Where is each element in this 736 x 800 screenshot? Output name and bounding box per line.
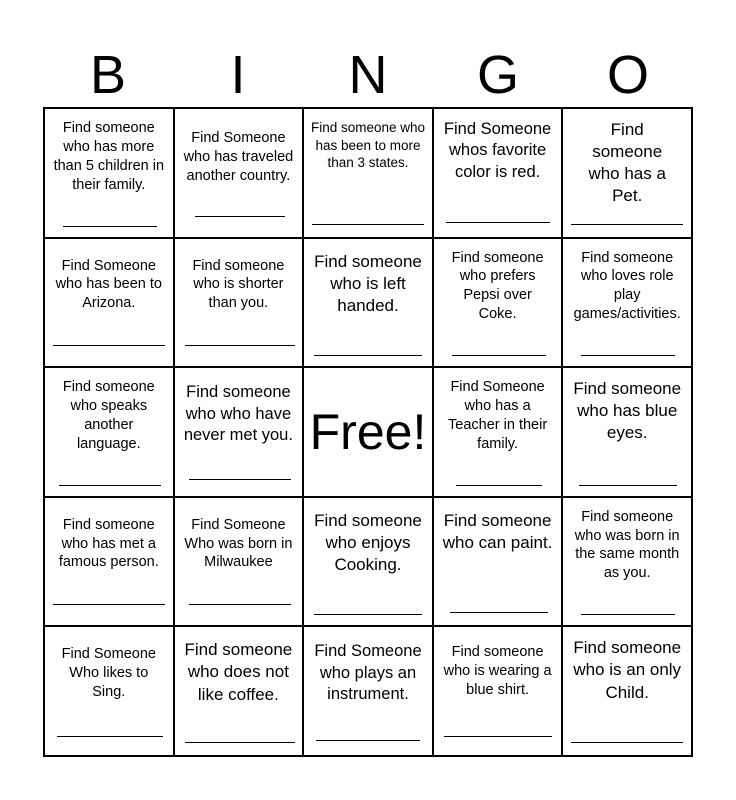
- cell-prompt: Find someone who has been to more than 3 states.: [310, 120, 426, 171]
- signature-line: [579, 485, 677, 486]
- bingo-cell[interactable]: [304, 498, 434, 628]
- header-letter-n: N: [348, 45, 388, 105]
- bingo-cell[interactable]: [434, 109, 564, 239]
- header-letter-b: B: [89, 45, 127, 105]
- signature-line: [444, 736, 552, 737]
- cell-prompt: Find Someone who has been to Arizona.: [55, 257, 162, 312]
- signature-line: [316, 740, 420, 741]
- signature-line: [185, 345, 295, 346]
- signature-line: [312, 224, 424, 225]
- signature-line: [189, 604, 291, 605]
- signature-line: [314, 355, 422, 356]
- cell-prompt: Find Someone Who likes to Sing.: [61, 646, 156, 701]
- bingo-cell[interactable]: [45, 239, 175, 369]
- cell-prompt: Find someone who loves role play games/activities.: [573, 249, 681, 323]
- bingo-cell[interactable]: [434, 368, 564, 498]
- cell-prompt: Find someone who speaks another language.: [62, 379, 155, 452]
- bingo-cell[interactable]: [45, 498, 175, 628]
- cell-prompt: Find someone who can paint.: [442, 510, 553, 552]
- cell-prompt: Find someone who is an only Child.: [573, 638, 682, 702]
- cell-prompt: Find someone who enjoys Cooking.: [314, 510, 422, 574]
- bingo-cell[interactable]: [434, 239, 564, 369]
- bingo-cell[interactable]: [45, 627, 175, 757]
- signature-line: [581, 355, 675, 356]
- cell-prompt: Find Someone Who was born in Milwaukee: [184, 516, 293, 571]
- cell-prompt: Find Someone who has a Teacher in their family.: [448, 379, 548, 452]
- bingo-cell[interactable]: [45, 368, 175, 498]
- bingo-grid: [43, 107, 693, 757]
- signature-line: [314, 614, 422, 615]
- signature-line: [450, 612, 548, 613]
- header-letter-i: I: [230, 45, 246, 105]
- bingo-cell[interactable]: [175, 239, 305, 369]
- signature-line: [57, 736, 163, 737]
- free-space[interactable]: [304, 368, 434, 498]
- cell-prompt: Find someone who is wearing a blue shirt.: [443, 644, 552, 699]
- cell-prompt: Find someone who prefers Pepsi over Coke.: [451, 249, 544, 323]
- bingo-cell[interactable]: [563, 109, 693, 239]
- signature-line: [571, 224, 683, 225]
- signature-line: [446, 222, 550, 223]
- bingo-cell[interactable]: [304, 109, 434, 239]
- bingo-cell[interactable]: [304, 627, 434, 757]
- cell-prompt: Find someone who has more than 5 children in their family.: [53, 120, 165, 193]
- bingo-cell[interactable]: [563, 498, 693, 628]
- cell-prompt: Find someone who has blue eyes.: [573, 379, 682, 443]
- signature-line: [185, 742, 295, 743]
- bingo-cell[interactable]: [563, 368, 693, 498]
- signature-line: [195, 216, 285, 217]
- signature-line: [456, 485, 542, 486]
- bingo-cell[interactable]: [563, 239, 693, 369]
- signature-line: [53, 604, 165, 605]
- bingo-cell[interactable]: [434, 498, 564, 628]
- bingo-cell[interactable]: [304, 239, 434, 369]
- cell-prompt: Find someone who has met a famous person.: [58, 516, 159, 571]
- bingo-cell[interactable]: [563, 627, 693, 757]
- bingo-cell[interactable]: [434, 627, 564, 757]
- bingo-cell[interactable]: [45, 109, 175, 239]
- cell-prompt: Find someone who was born in the same month as you.: [574, 508, 680, 582]
- signature-line: [452, 355, 546, 356]
- signature-line: [581, 614, 675, 615]
- cell-prompt: Find someone who has a Pet.: [588, 120, 666, 206]
- cell-prompt: Find someone who who have never met you.: [183, 383, 293, 445]
- bingo-cell[interactable]: [175, 498, 305, 628]
- header-letter-g: G: [476, 45, 519, 105]
- cell-prompt: Find Someone who has traveled another country.: [183, 130, 294, 184]
- signature-line: [53, 345, 165, 346]
- signature-line: [63, 226, 157, 227]
- bingo-cell[interactable]: [175, 627, 305, 757]
- bingo-header: [43, 45, 693, 105]
- bingo-cell[interactable]: [175, 368, 305, 498]
- free-label: Free!: [309, 403, 427, 460]
- bingo-cell[interactable]: [175, 109, 305, 239]
- header-letter-o: O: [606, 45, 649, 105]
- signature-line: [189, 479, 291, 480]
- signature-line: [59, 485, 161, 486]
- cell-prompt: Find someone who is left handed.: [314, 251, 422, 315]
- cell-prompt: Find Someone who plays an instrument.: [314, 642, 422, 704]
- signature-line: [571, 742, 683, 743]
- cell-prompt: Find Someone whos favorite color is red.: [443, 120, 552, 181]
- cell-prompt: Find someone who does not like coffee.: [184, 640, 293, 704]
- cell-prompt: Find someone who is shorter than you.: [192, 257, 285, 312]
